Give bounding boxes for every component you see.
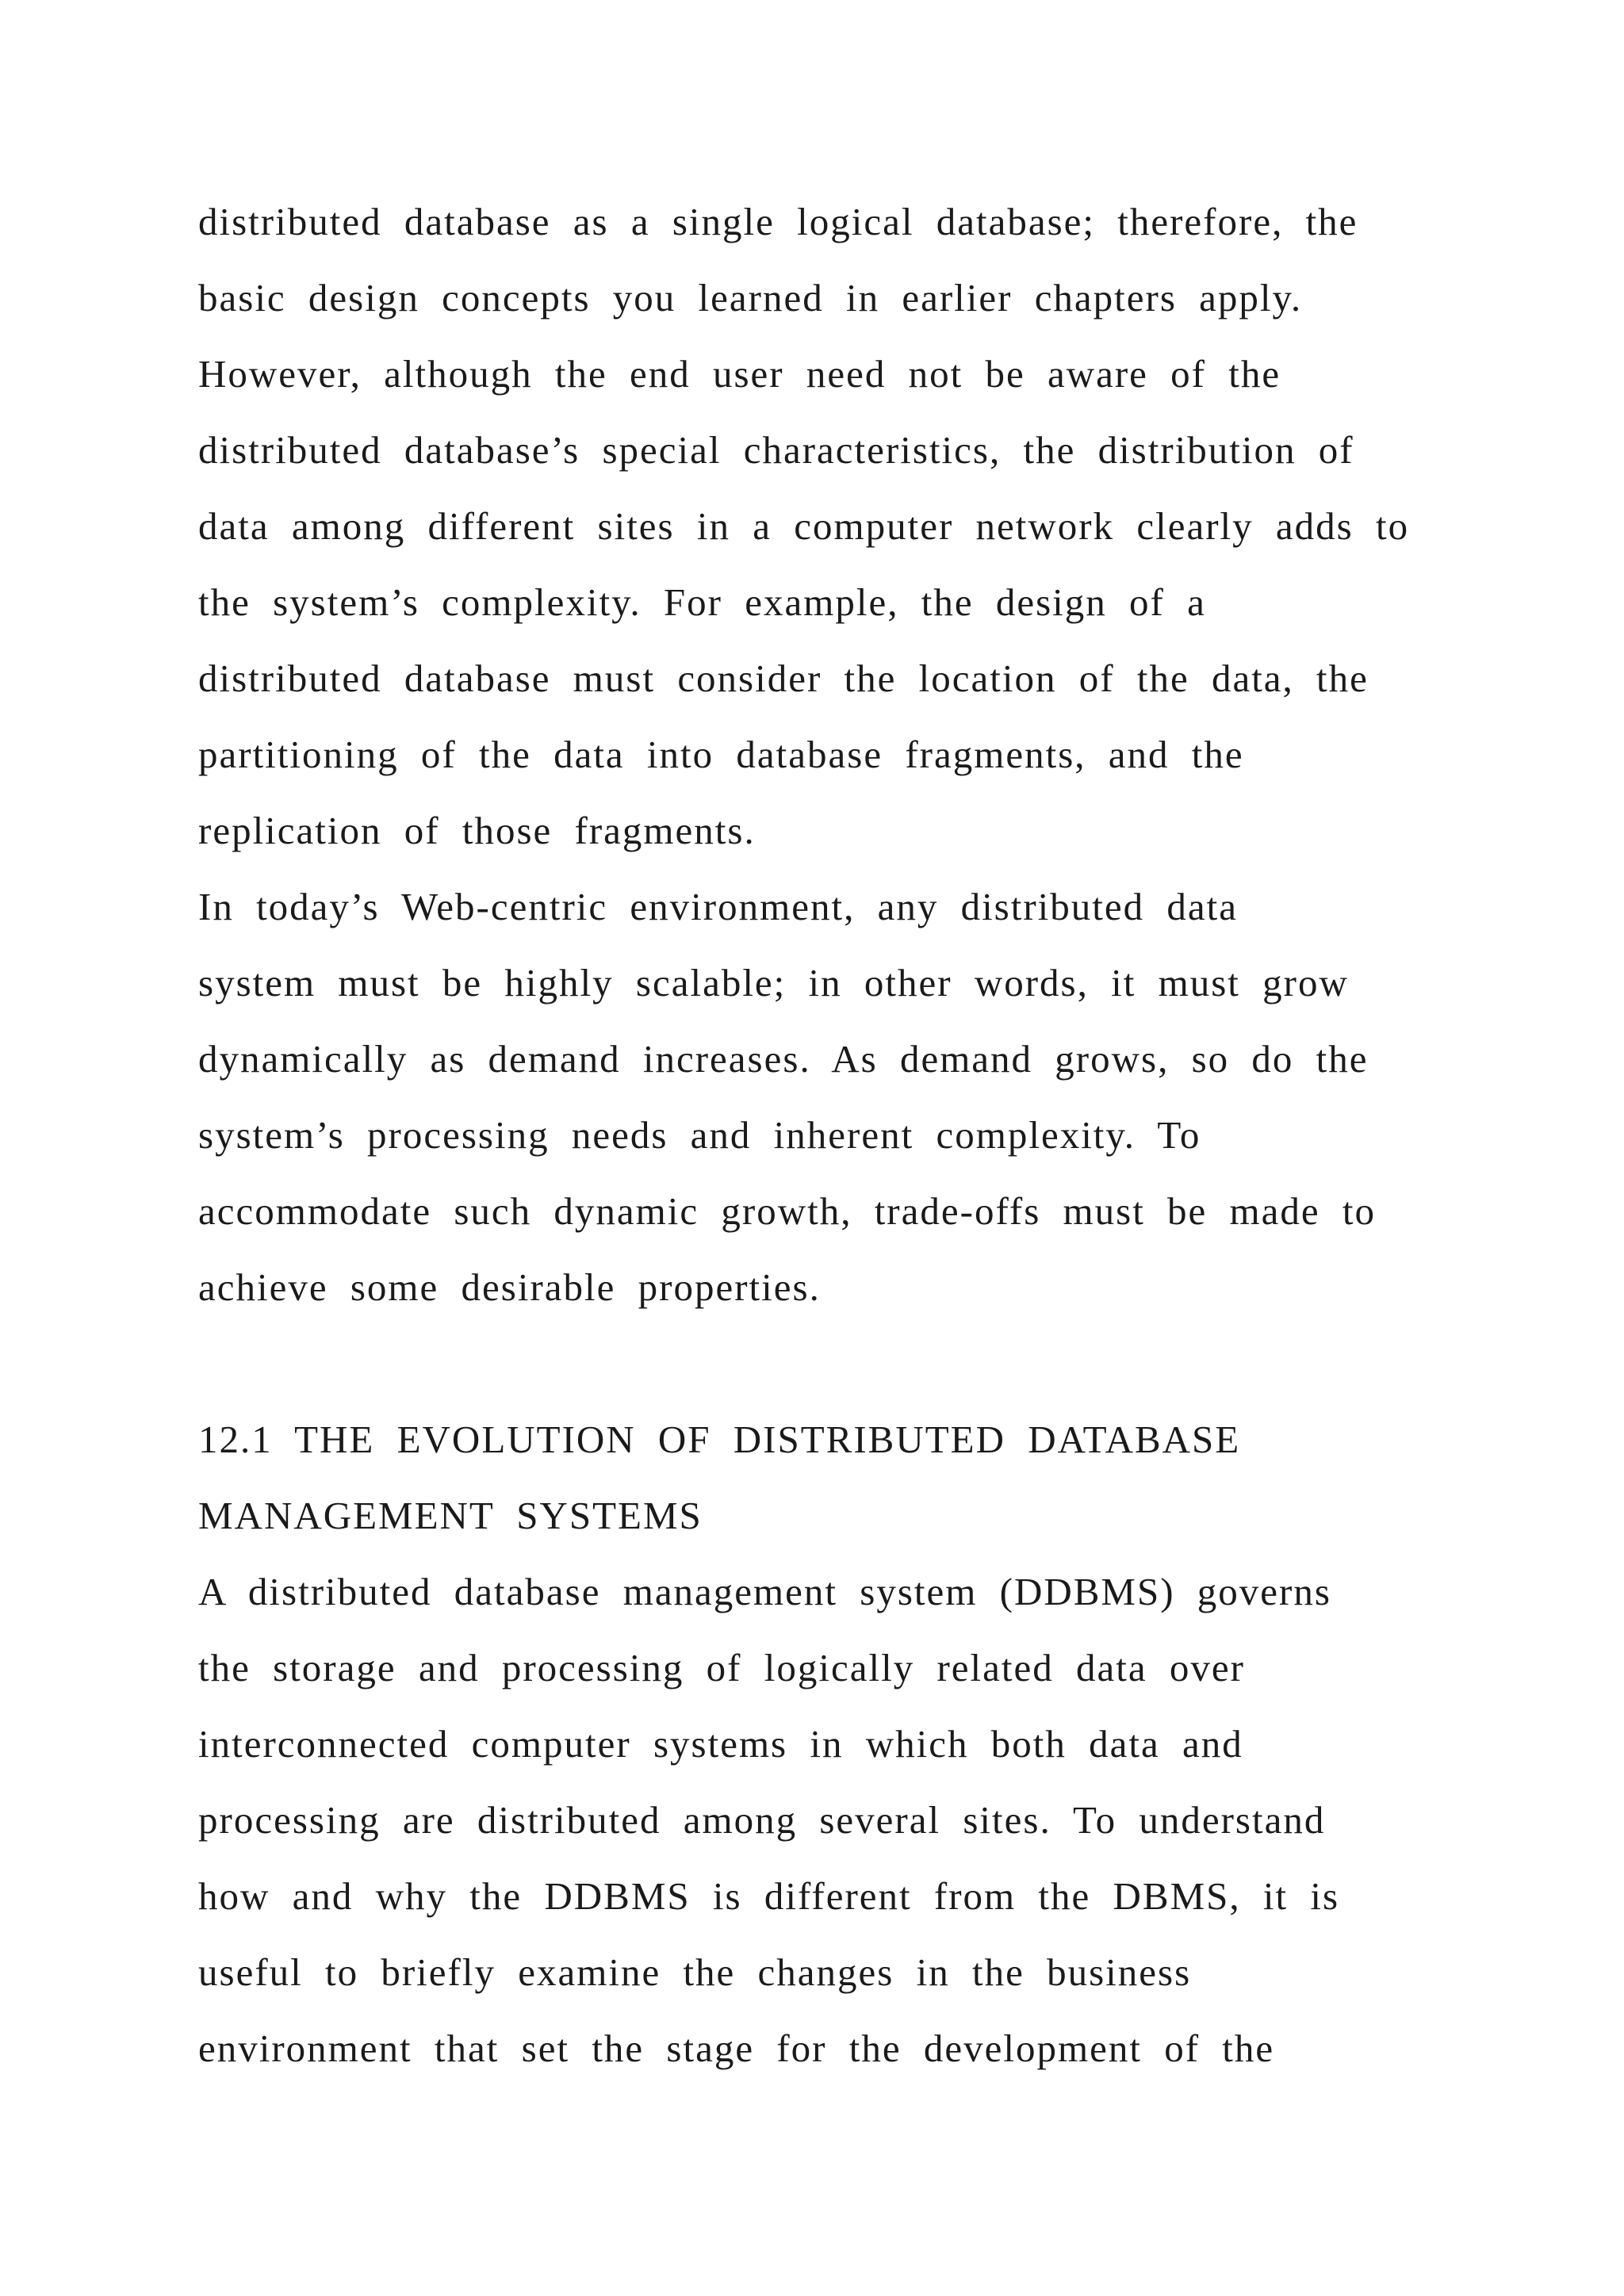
text-line: achieve some desirable properties. bbox=[198, 1265, 821, 1309]
text-line: processing are distributed among several sites. To understand bbox=[198, 1798, 1326, 1842]
paragraph-ddbms-definition bbox=[198, 1554, 1467, 2087]
text-line: partitioning of the data into database fragments, and the bbox=[198, 733, 1244, 776]
section-heading bbox=[198, 1402, 1467, 1554]
text-line: interconnected computer systems in which both data and bbox=[198, 1722, 1243, 1766]
text-line: dynamically as demand increases. As demand grows, so do the bbox=[198, 1037, 1369, 1081]
text-line: replication of those fragments. bbox=[198, 809, 756, 852]
text-line: distributed database’s special characteristics, the distribution of bbox=[198, 428, 1354, 472]
text-line: system must be highly scalable; in other words, it must grow bbox=[198, 961, 1349, 1004]
text-line: In today’s Web-centric environment, any distributed data bbox=[198, 885, 1239, 928]
heading-line: 12.1 THE EVOLUTION OF DISTRIBUTED DATABASE bbox=[198, 1418, 1241, 1461]
paragraph-web-centric-scalability bbox=[198, 869, 1467, 1326]
text-line: A distributed database management system (DDBMS) governs bbox=[198, 1570, 1331, 1613]
text-line: However, although the end user need not be aware of the bbox=[198, 352, 1281, 396]
text-line: useful to briefly examine the changes in the business bbox=[198, 1950, 1192, 1994]
text-line: data among different sites in a computer network clearly adds to bbox=[198, 504, 1410, 548]
text-line: distributed database as a single logical database; therefore, the bbox=[198, 200, 1358, 243]
paragraph-distributed-design bbox=[198, 184, 1467, 869]
heading-line: MANAGEMENT SYSTEMS bbox=[198, 1494, 703, 1537]
text-line: the storage and processing of logically related data over bbox=[198, 1646, 1245, 1689]
text-line: distributed database must consider the location of the data, the bbox=[198, 656, 1369, 700]
text-line: the system’s complexity. For example, the design of a bbox=[198, 580, 1206, 624]
text-line: system’s processing needs and inherent complexity. To bbox=[198, 1113, 1201, 1157]
text-line: environment that set the stage for the development of the bbox=[198, 2026, 1275, 2070]
text-line: how and why the DDBMS is different from the DBMS, it is bbox=[198, 1874, 1340, 1918]
text-line: accommodate such dynamic growth, trade-offs must be made to bbox=[198, 1189, 1377, 1233]
text-line: basic design concepts you learned in earlier chapters apply. bbox=[198, 276, 1303, 320]
